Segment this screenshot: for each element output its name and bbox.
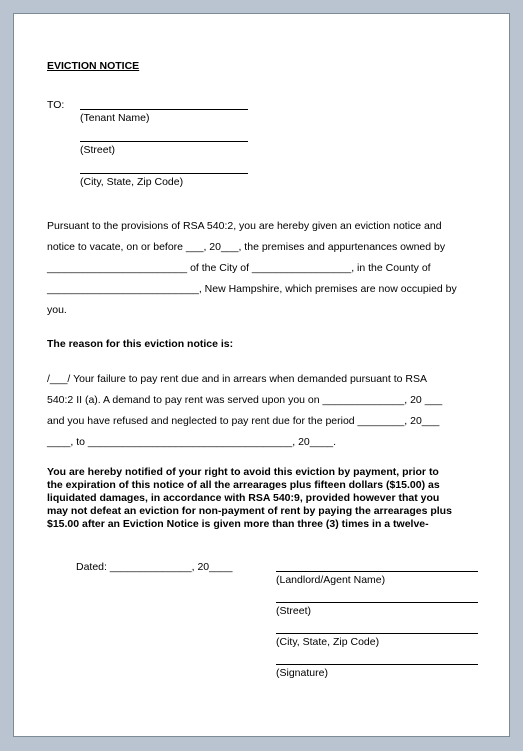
notice-line1: You are hereby notified of your right to avoid this eviction by payment, prior to [47,466,439,478]
paragraph1-line2: notice to vacate, on or before ___, 20___, the premises and appurtenances owned by [47,241,446,253]
tenant-name-line[interactable] [80,109,248,110]
dated-field[interactable]: Dated: ______________, 20____ [76,561,233,573]
reason-line4: ____, to ___________________________________, 20____. [47,436,337,448]
notice-line5: $15.00 after an Eviction Notice is given more than three (3) times in a twelve- [47,518,429,530]
document-title: EVICTION NOTICE [47,60,140,72]
paragraph1-line1: Pursuant to the provisions of RSA 540:2, you are hereby given an eviction notice and [47,220,442,232]
to-label: TO: [47,99,65,111]
landlord-name-caption: (Landlord/Agent Name) [276,574,386,586]
notice-line4: may not defeat an eviction for non-payment of rent by paying the arrearages plus [47,505,452,517]
paragraph1-line4: __________________________, New Hampshire, which premises are now occupied by [47,283,457,295]
tenant-city-line[interactable] [80,173,248,174]
tenant-name-caption: (Tenant Name) [80,112,150,124]
paragraph1-line5: you. [47,304,67,316]
reason-line3: and you have refused and neglected to pay rent due for the period ________, 20___ [47,415,440,427]
document-page [13,13,510,737]
landlord-city-line[interactable] [276,633,478,634]
reason-line1: /___/ Your failure to pay rent due and in arrears when demanded pursuant to RSA [47,373,427,385]
landlord-name-line[interactable] [276,571,478,572]
notice-line3: liquidated damages, in accordance with RSA 540:9, provided however that you [47,492,440,504]
paragraph1-line3: ________________________ of the City of _________________, in the County of [47,262,431,274]
tenant-street-line[interactable] [80,141,248,142]
notice-line2: the expiration of this notice of all the arrearages plus fifteen dollars ($15.00) as [47,479,440,491]
landlord-street-caption: (Street) [276,605,312,617]
tenant-street-caption: (Street) [80,144,116,156]
landlord-city-caption: (City, State, Zip Code) [276,636,380,648]
reason-line2: 540:2 II (a). A demand to pay rent was served upon you on ______________, 20 ___ [47,394,443,406]
tenant-city-caption: (City, State, Zip Code) [80,176,184,188]
reason-heading: The reason for this eviction notice is: [47,338,234,350]
landlord-street-line[interactable] [276,602,478,603]
signature-caption: (Signature) [276,667,328,679]
signature-line[interactable] [276,664,478,665]
